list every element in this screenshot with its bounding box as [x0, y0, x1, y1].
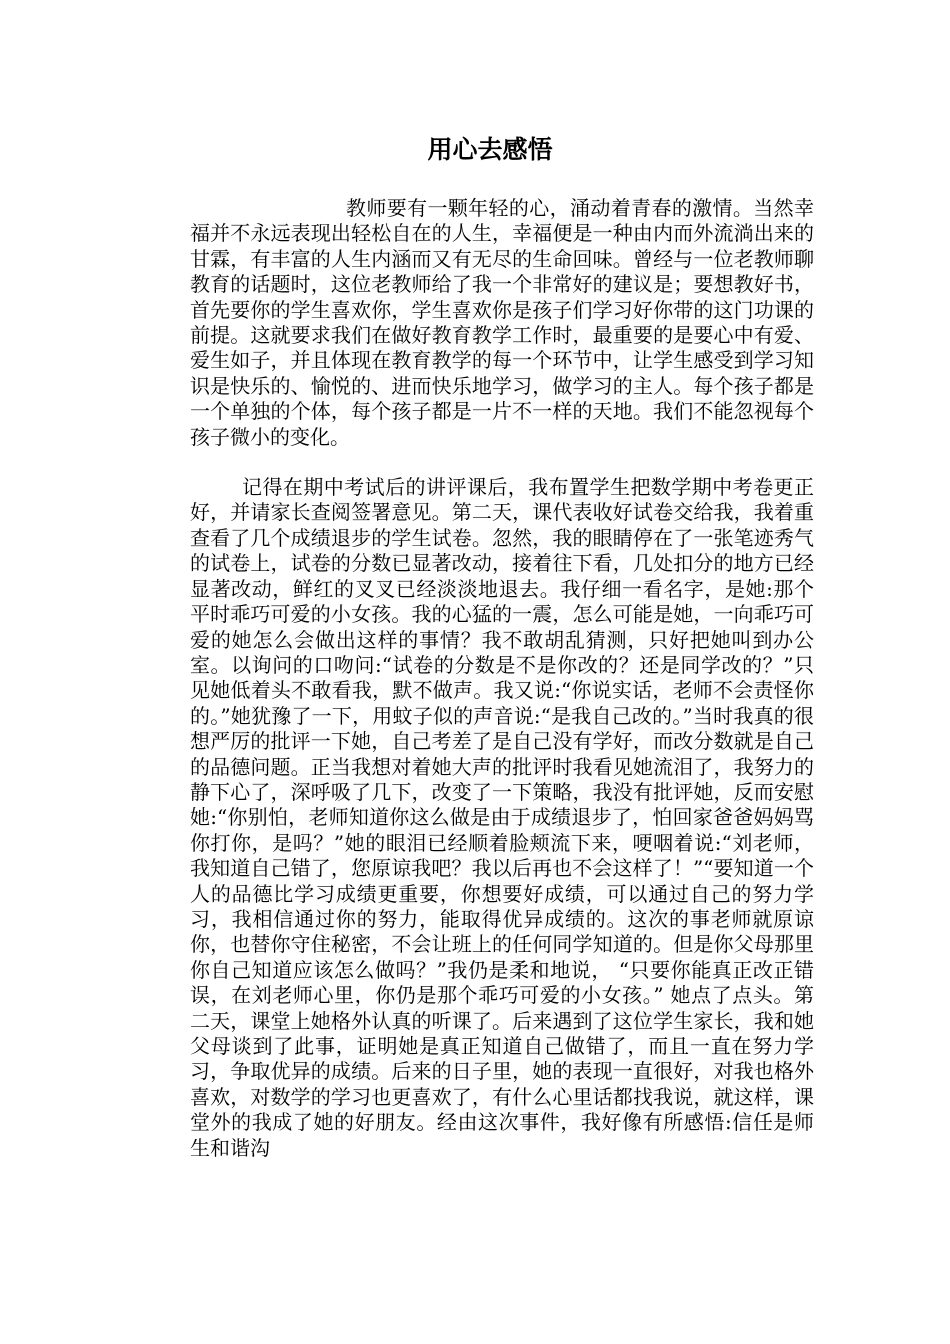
document-body — [190, 196, 814, 1161]
paragraph-1: 教师要有一颗年轻的心，涌动着青春的激情。当然幸福并不永远表现出轻松自在的人生，幸福便是一种由内而外流淌出来的甘霖，有丰富的人生内涵而又有无尽的生命回味。曾经与一位老教师聊教育的话题时，这位老教师给了我一个非常好的建议是；要想教好书，首先要你的学生喜欢你，学生喜欢你是孩子们学习好你带的这门功课的前提。这就要求我们在做好教育教学工作时，最重要的是要心中有爱、爱生如子，并且体现在教育教学的每一个环节中，让学生感受到学习知识是快乐的、愉悦的、进而快乐地学习，做学习的主人。每个孩子都是一个单独的个体，每个孩子都是一片不一样的天地。我们不能忽视每个孩子微小的变化。 — [190, 196, 814, 449]
document-title: 用心去感悟 — [427, 135, 553, 164]
paragraph-2: 记得在期中考试后的讲评课后，我布置学生把数学期中考卷更正好，并请家长查阅签署意见。第二天，课代表收好试卷交给我，我着重查看了几个成绩退步的学生试卷。忽然，我的眼睛停在了一张笔迹秀气的试卷上，试卷的分数已显著改动，接着往下看，几处扣分的地方已经显著改动，鲜红的叉叉已经淡淡地退去。我仔细一看名字，是她:那个平时乖巧可爱的小女孩。我的心猛的一震，怎么可能是她，一向乖巧可爱的她怎么会做出这样的事情？我不敢胡乱猜测，只好把她叫到办公室。以询问的口吻问:“试卷的分数是不是你改的？还是同学改的？”只见她低着头不敢看我，默不做声。我又说:“你说实话，老师不会责怪你的。”她犹豫了一下，用蚊子似的声音说:“是我自己改的。”当时我真的很想严厉的批评一下她，自己考差了是自己没有学好，而改分数就是自己的品德问题。正当我想对着她大声的批评时我看见她流泪了，我努力的静下心了，深呼吸了几下，改变了一下策略，我没有批评她，反而安慰她:“你别怕，老师知道你这么做是由于成绩退步了，怕回家爸爸妈妈骂你打你，是吗？”她的眼泪已经顺着脸颊流下来，哽咽着说:“刘老师，我知道自己错了，您原谅我吧？我以后再也不会这样了！”“要知道一个人的品德比学习成绩更重要，你想要好成绩，可以通过自己的努力学习，我相信通过你的努力，能取得优异成绩的。这次的事老师就原谅你，也替你守住秘密，不会让班上的任何同学知道的。但是你父母那里你自己知道应该怎么做吗？”我仍是柔和地说， “只要你能真正改正错误，在刘老师心里，你仍是那个乖巧可爱的小女孩。” 她点了点头。第二天，课堂上她格外认真的听课了。后来遇到了这位学生家长，我和她父母谈到了此事，证明她是真正知道自己做错了，而且一直在努力学习，争取优异的成绩。后来的日子里，她的表现一直很好，对我也格外喜欢，对数学的学习也更喜欢了，有什么心里话都找我说，就这样，课堂外的我成了她的好朋友。经由这次事件，我好像有所感悟:信任是师生和谐沟 — [190, 475, 814, 1160]
